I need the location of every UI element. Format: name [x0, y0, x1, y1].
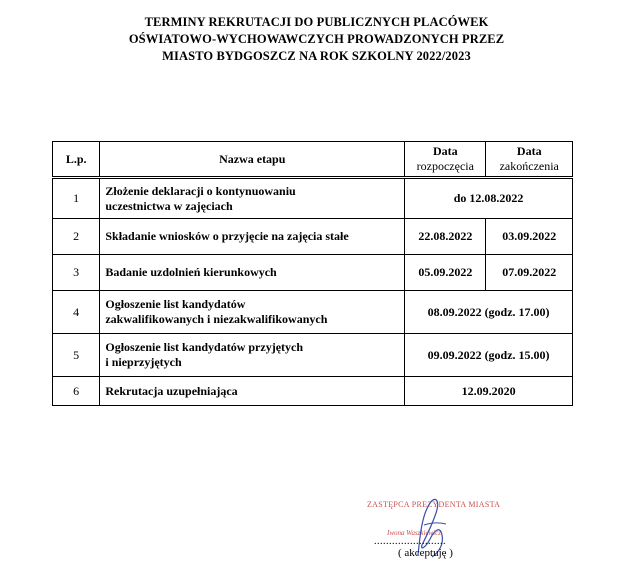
- row-stage-name: Badanie uzdolnień kierunkowych: [100, 255, 405, 291]
- table-row: [53, 178, 573, 219]
- header-start-date: [405, 142, 486, 178]
- row-stage-name: [100, 334, 405, 377]
- row-date: 12.09.2020: [405, 377, 573, 406]
- header-start-line1: Data: [432, 144, 458, 158]
- row-name-line2: uczestnictwa w zajęciach: [105, 198, 233, 213]
- header-end-line2: zakończenia: [499, 159, 559, 173]
- row-name-line1: Ogłoszenie list kandydatów: [105, 297, 246, 311]
- signature-caption: ( akceptuję ): [398, 547, 453, 559]
- row-date: do 12.08.2022: [405, 178, 573, 219]
- row-stage-name: [100, 291, 405, 334]
- title-line-1: TERMINY REKRUTACJI DO PUBLICZNYCH PLACÓWEK: [144, 15, 489, 29]
- header-end-line1: Data: [516, 144, 542, 158]
- row-end-date: 03.09.2022: [486, 219, 573, 255]
- row-stage-name: [100, 178, 405, 219]
- official-stamp-name: Iwona Waszkiewicz: [387, 529, 441, 537]
- row-lp: 1: [53, 178, 100, 219]
- title-line-2: OŚWIATOWO-WYCHOWAWCZYCH PROWADZONYCH PRZEZ: [128, 32, 505, 46]
- row-name-line2: i nieprzyjętych: [105, 355, 182, 369]
- row-end-date: 07.09.2022: [486, 255, 573, 291]
- table-row: [53, 219, 573, 255]
- document-title: [0, 14, 633, 65]
- title-line-3: MIASTO BYDGOSZCZ NA ROK SZKOLNY 2022/2023: [162, 49, 471, 63]
- row-stage-name: Składanie wniosków o przyjęcie na zajęcia stałe: [100, 219, 405, 255]
- table-row: [53, 334, 573, 377]
- header-lp: L.p.: [53, 142, 100, 178]
- table-row: [53, 377, 573, 406]
- row-lp: 2: [53, 219, 100, 255]
- official-stamp-title: ZASTĘPCA PREZYDENTA MIASTA: [367, 500, 501, 509]
- table-row: [53, 255, 573, 291]
- signature-line: ........................: [374, 536, 446, 547]
- row-stage-name: Rekrutacja uzupełniająca: [100, 377, 405, 406]
- row-lp: 4: [53, 291, 100, 334]
- header-start-line2: rozpoczęcia: [416, 159, 474, 173]
- row-name-line2: zakwalifikowanych i niezakwalifikowanych: [105, 312, 328, 326]
- row-name-line1: Złożenie deklaracji o kontynuowaniu: [105, 183, 296, 198]
- header-stage-name: Nazwa etapu: [100, 142, 405, 178]
- row-start-date: 05.09.2022: [405, 255, 486, 291]
- table-row: [53, 291, 573, 334]
- row-lp: 6: [53, 377, 100, 406]
- row-date: 08.09.2022 (godz. 17.00): [405, 291, 573, 334]
- table-header-row: [53, 142, 573, 178]
- row-name-line1: Ogłoszenie list kandydatów przyjętych: [105, 340, 304, 354]
- row-date: 09.09.2022 (godz. 15.00): [405, 334, 573, 377]
- row-lp: 3: [53, 255, 100, 291]
- row-lp: 5: [53, 334, 100, 377]
- header-end-date: [486, 142, 573, 178]
- recruitment-schedule-table: [52, 141, 573, 406]
- row-start-date: 22.08.2022: [405, 219, 486, 255]
